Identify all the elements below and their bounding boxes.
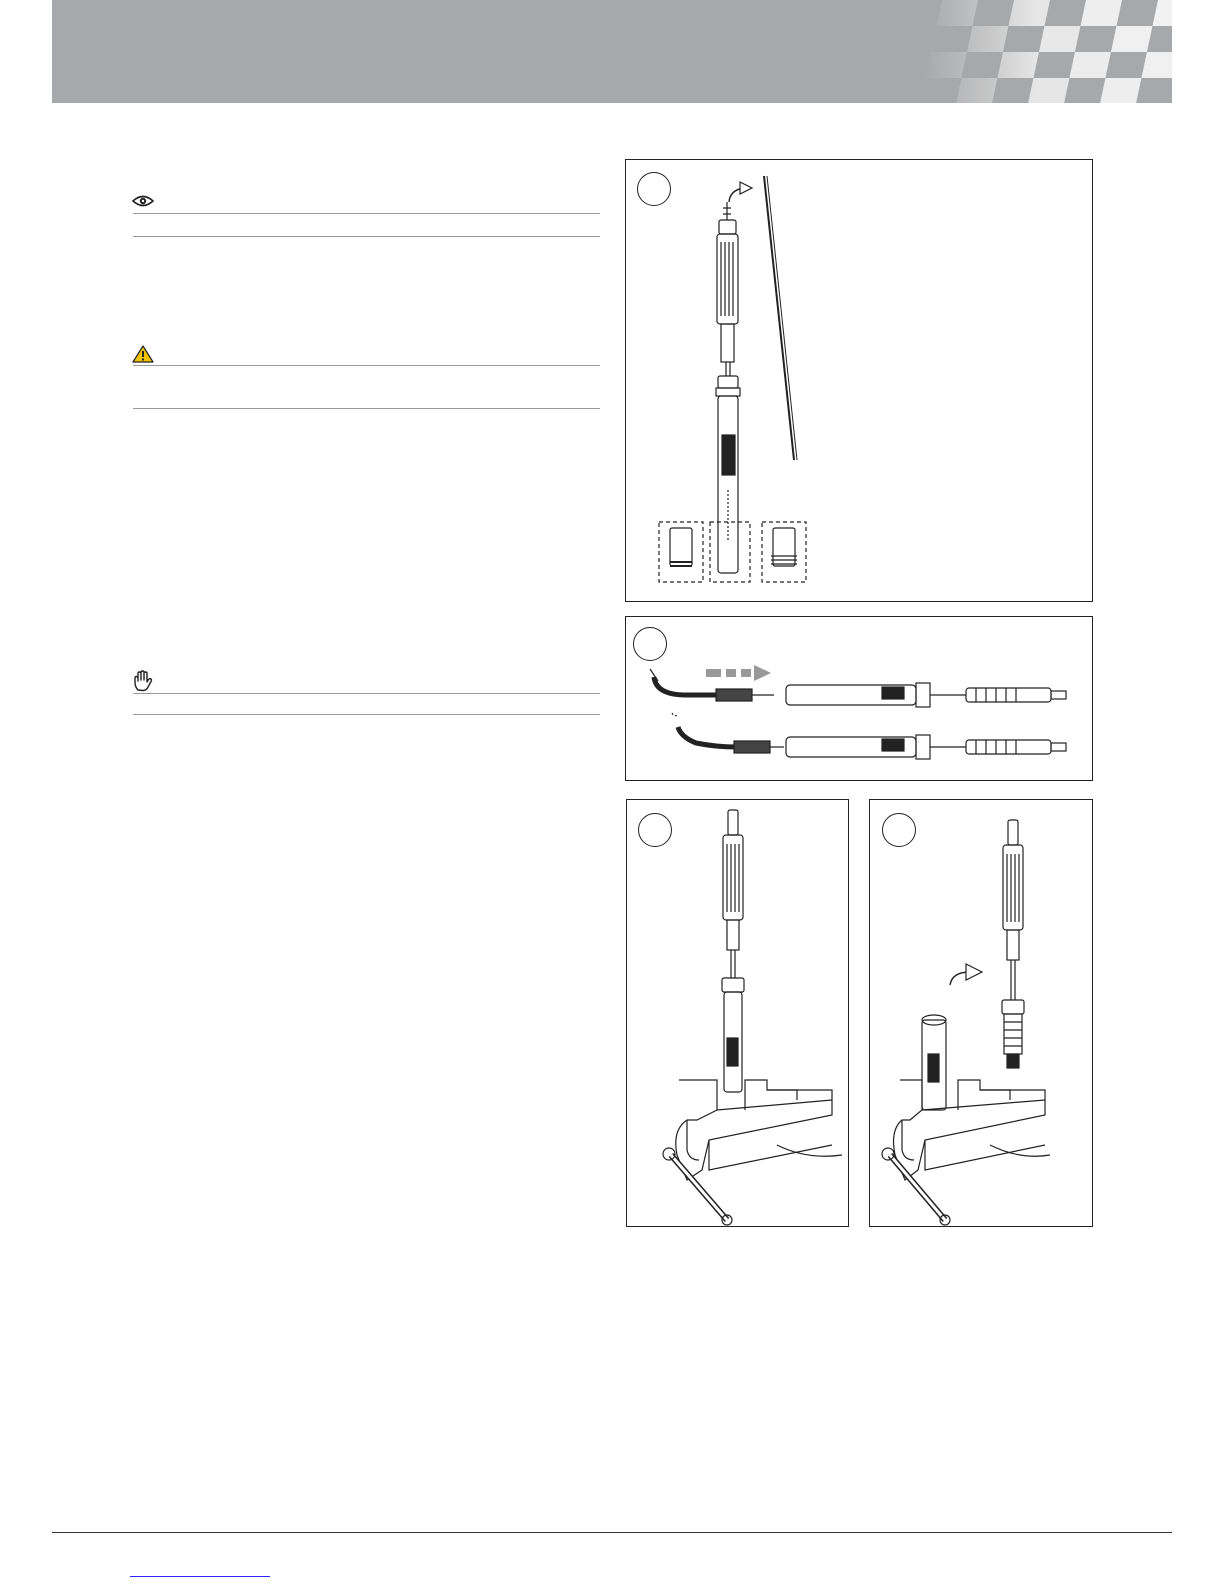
figure-step-3-panel <box>626 799 849 1227</box>
figure-step-4-panel <box>869 799 1093 1227</box>
note-inspect-top-rule <box>133 213 600 214</box>
note-inspect-bottom-rule <box>133 236 600 237</box>
cartridge-extraction-illustration <box>870 800 1094 1228</box>
figure-step-1-panel <box>625 159 1093 602</box>
warning-triangle-icon <box>132 345 154 363</box>
hand-stop-icon <box>132 670 154 692</box>
footer-link[interactable] <box>130 1562 270 1577</box>
checkered-flag-pattern <box>922 0 1172 103</box>
figure-step-2-panel <box>625 616 1093 781</box>
shock-in-vise-illustration <box>627 800 850 1228</box>
note-warning-top-rule <box>133 365 600 366</box>
note-caution-bottom-rule <box>133 714 600 715</box>
footer-rule <box>52 1532 1172 1533</box>
pressurizing-shock-illustration <box>626 617 1094 782</box>
header-band <box>52 0 1172 103</box>
note-caution-top-rule <box>133 693 600 694</box>
eye-icon <box>132 192 154 210</box>
shock-cartridge-removal-illustration <box>626 160 1094 603</box>
note-warning-bottom-rule <box>133 408 600 409</box>
